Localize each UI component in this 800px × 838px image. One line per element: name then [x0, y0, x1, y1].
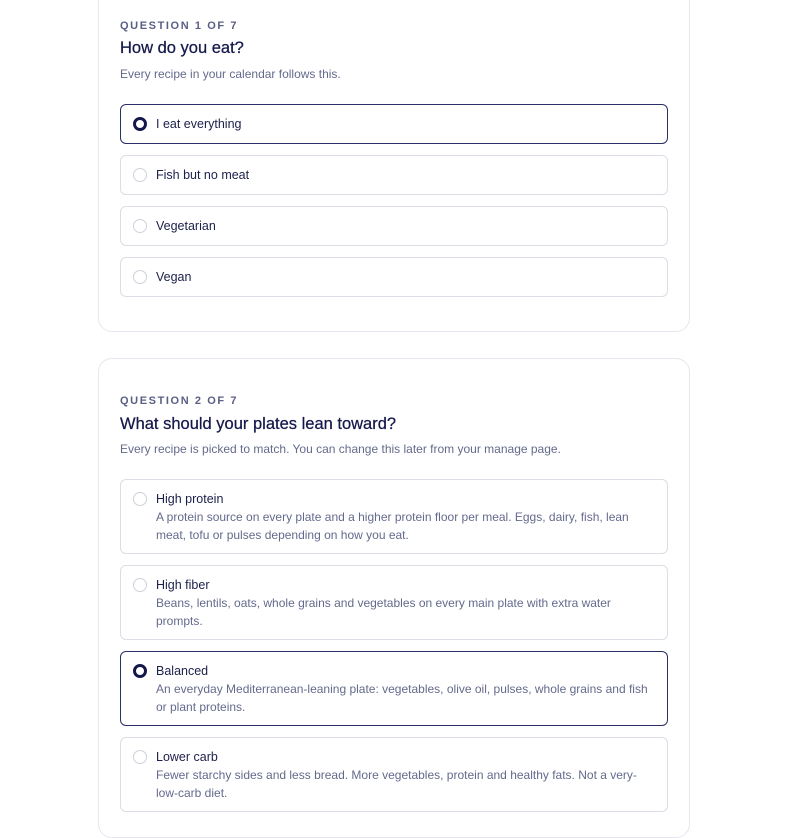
- option-i-eat-everything[interactable]: [120, 104, 668, 144]
- radio-selected-icon[interactable]: [133, 664, 147, 678]
- option-high-protein[interactable]: [120, 479, 668, 554]
- radio-unselected-icon[interactable]: [133, 219, 147, 233]
- question-counter: QUESTION 2 OF 7: [120, 395, 239, 407]
- option-label: I eat everything: [156, 117, 242, 131]
- question-subtitle: Every recipe in your calendar follows this.: [120, 67, 341, 81]
- question-title: What should your plates lean toward?: [120, 415, 397, 433]
- option-description: Beans, lentils, oats, whole grains and vegetables on every main plate with extra water prompts.: [156, 596, 611, 628]
- option-fish-but-no-meat[interactable]: [120, 155, 668, 195]
- radio-unselected-icon[interactable]: [133, 750, 147, 764]
- option-label: Lower carb: [156, 750, 218, 764]
- option-high-fiber[interactable]: [120, 565, 668, 640]
- option-description: An everyday Mediterranean-leaning plate: vegetables, olive oil, pulses, whole grains and fish or plant proteins.: [156, 682, 648, 714]
- option-vegetarian[interactable]: [120, 206, 668, 246]
- option-label: Vegan: [156, 270, 192, 284]
- option-label: Balanced: [156, 664, 209, 678]
- question-card-1: [98, 0, 690, 332]
- question-card-2: [98, 358, 690, 838]
- radio-selected-icon[interactable]: [133, 117, 147, 131]
- option-vegan[interactable]: [120, 257, 668, 297]
- option-lower-carb[interactable]: [120, 737, 668, 812]
- option-description: Fewer starchy sides and less bread. More vegetables, protein and healthy fats. Not a very-low-carb diet.: [156, 768, 637, 800]
- question-counter: QUESTION 1 OF 7: [120, 20, 239, 32]
- option-label: Vegetarian: [156, 219, 216, 233]
- radio-unselected-icon[interactable]: [133, 168, 147, 182]
- radio-unselected-icon[interactable]: [133, 578, 147, 592]
- radio-unselected-icon[interactable]: [133, 270, 147, 284]
- question-subtitle: Every recipe is picked to match. You can change this later from your manage page.: [120, 442, 561, 456]
- option-label: High protein: [156, 492, 224, 506]
- option-label: High fiber: [156, 578, 210, 592]
- option-label: Fish but no meat: [156, 168, 250, 182]
- option-balanced[interactable]: [120, 651, 668, 726]
- option-description: A protein source on every plate and a higher protein floor per meal. Eggs, dairy, fish, lean meat, tofu or pulses depending on how you eat.: [156, 510, 629, 542]
- question-title: How do you eat?: [120, 39, 244, 57]
- radio-unselected-icon[interactable]: [133, 492, 147, 506]
